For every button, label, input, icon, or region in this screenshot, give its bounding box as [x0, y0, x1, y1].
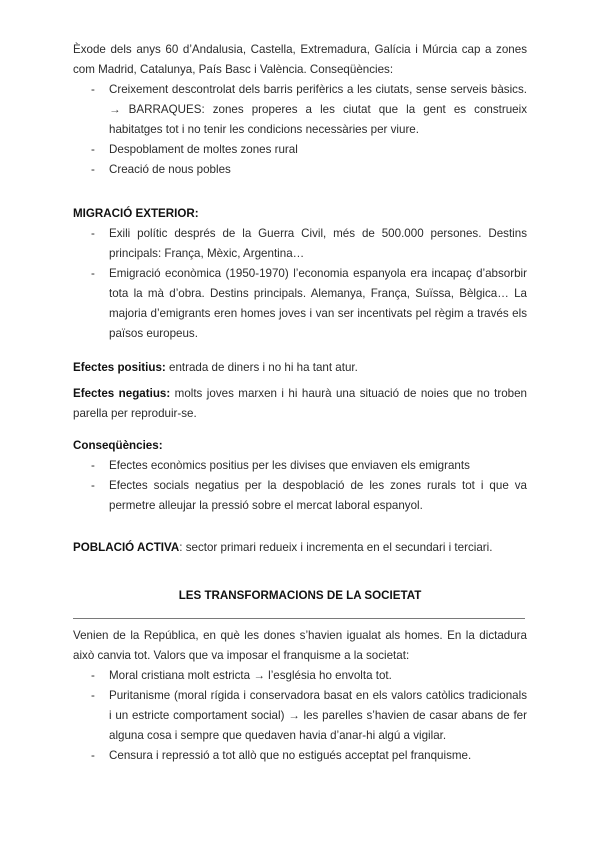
- efectes-negatius-text: molts joves marxen i hi haurà una situació de noies que no troben parella per reproduir-se.: [73, 387, 527, 420]
- poblacio-activa: [73, 538, 527, 558]
- list-item: - Puritanisme (moral rígida i conservadora basat en els valors catòlics tradicionals i un estricte comportament social) → les parelles s’havien de casar abans de fer alguna cosa i sempre que quedaven havia d’anar-hi algú a vigilar.: [73, 686, 527, 746]
- consequencies-heading: Conseqüències:: [73, 439, 163, 452]
- efectes-negatius: [73, 384, 527, 424]
- migracio-heading: MIGRACIÓ EXTERIOR:: [73, 207, 199, 220]
- poblacio-activa-text: : sector primari redueix i incrementa en el secundari i terciari.: [179, 541, 493, 554]
- section-title: LES TRANSFORMACIONS DE LA SOCIETAT: [178, 589, 422, 602]
- consequencies-list: [73, 456, 527, 516]
- exode-list: [73, 80, 527, 180]
- societat-intro: Venien de la República, en què les dones s’havien igualat als homes. En la dictadura això canvia tot. Valors que va imposar el franquisme a la societat:: [73, 629, 527, 662]
- efectes-positius-label: Efectes positius:: [73, 361, 166, 374]
- list-item: - Creació de nous pobles: [73, 160, 527, 180]
- consequencies-section: [73, 436, 527, 516]
- efectes-positius-text: entrada de diners i no hi ha tant atur.: [165, 361, 358, 374]
- efectes-negatius-label: Efectes negatius:: [73, 387, 171, 400]
- exode-section: [73, 40, 527, 180]
- societat-section: [73, 626, 527, 766]
- migracio-list: [73, 224, 527, 344]
- societat-list: [73, 666, 527, 766]
- list-item: - Exili polític després de la Guerra Civil, més de 500.000 persones. Destins principals: França, Mèxic, Argentina…: [73, 224, 527, 264]
- list-item: - Despoblament de moltes zones rural: [73, 140, 527, 160]
- efectes-positius: [73, 358, 527, 378]
- list-item: - Efectes econòmics positius per les divises que enviaven els emigrants: [73, 456, 527, 476]
- migracio-section: [73, 204, 527, 344]
- list-item: - Emigració econòmica (1950-1970) l’economia espanyola era incapaç d’absorbir tota la mà d’obra. Destins principals. Alemanya, França, Suïssa, Bèlgica… La majoria d’emigrants eren homes joves i van ser incentivats pel règim a través els països europeus.: [73, 264, 527, 344]
- list-item: - Efectes socials negatius per la despoblació de les zones rurals tot i que va permetre alleujar la pressió sobre el mercat laboral espanyol.: [73, 476, 527, 516]
- list-item: - Censura i repressió a tot allò que no estigués acceptat pel franquisme.: [73, 746, 527, 766]
- poblacio-activa-label: POBLACIÓ ACTIVA: [73, 541, 180, 554]
- list-item: - Moral cristiana molt estricta → l’església ho envolta tot.: [73, 666, 527, 686]
- exode-intro: Èxode dels anys 60 d’Andalusia, Castella, Extremadura, Galícia i Múrcia cap a zones com Madrid, Catalunya, País Basc i València. Conseqüències:: [73, 43, 527, 76]
- section-divider: [73, 618, 525, 619]
- list-item: - Creixement descontrolat dels barris perifèrics a les ciutats, sense serveis bàsics. → BARRAQUES: zones properes a les ciutat que la gent es construeix habitatges tot i no tenir les condicions necessàries per viure.: [73, 80, 527, 140]
